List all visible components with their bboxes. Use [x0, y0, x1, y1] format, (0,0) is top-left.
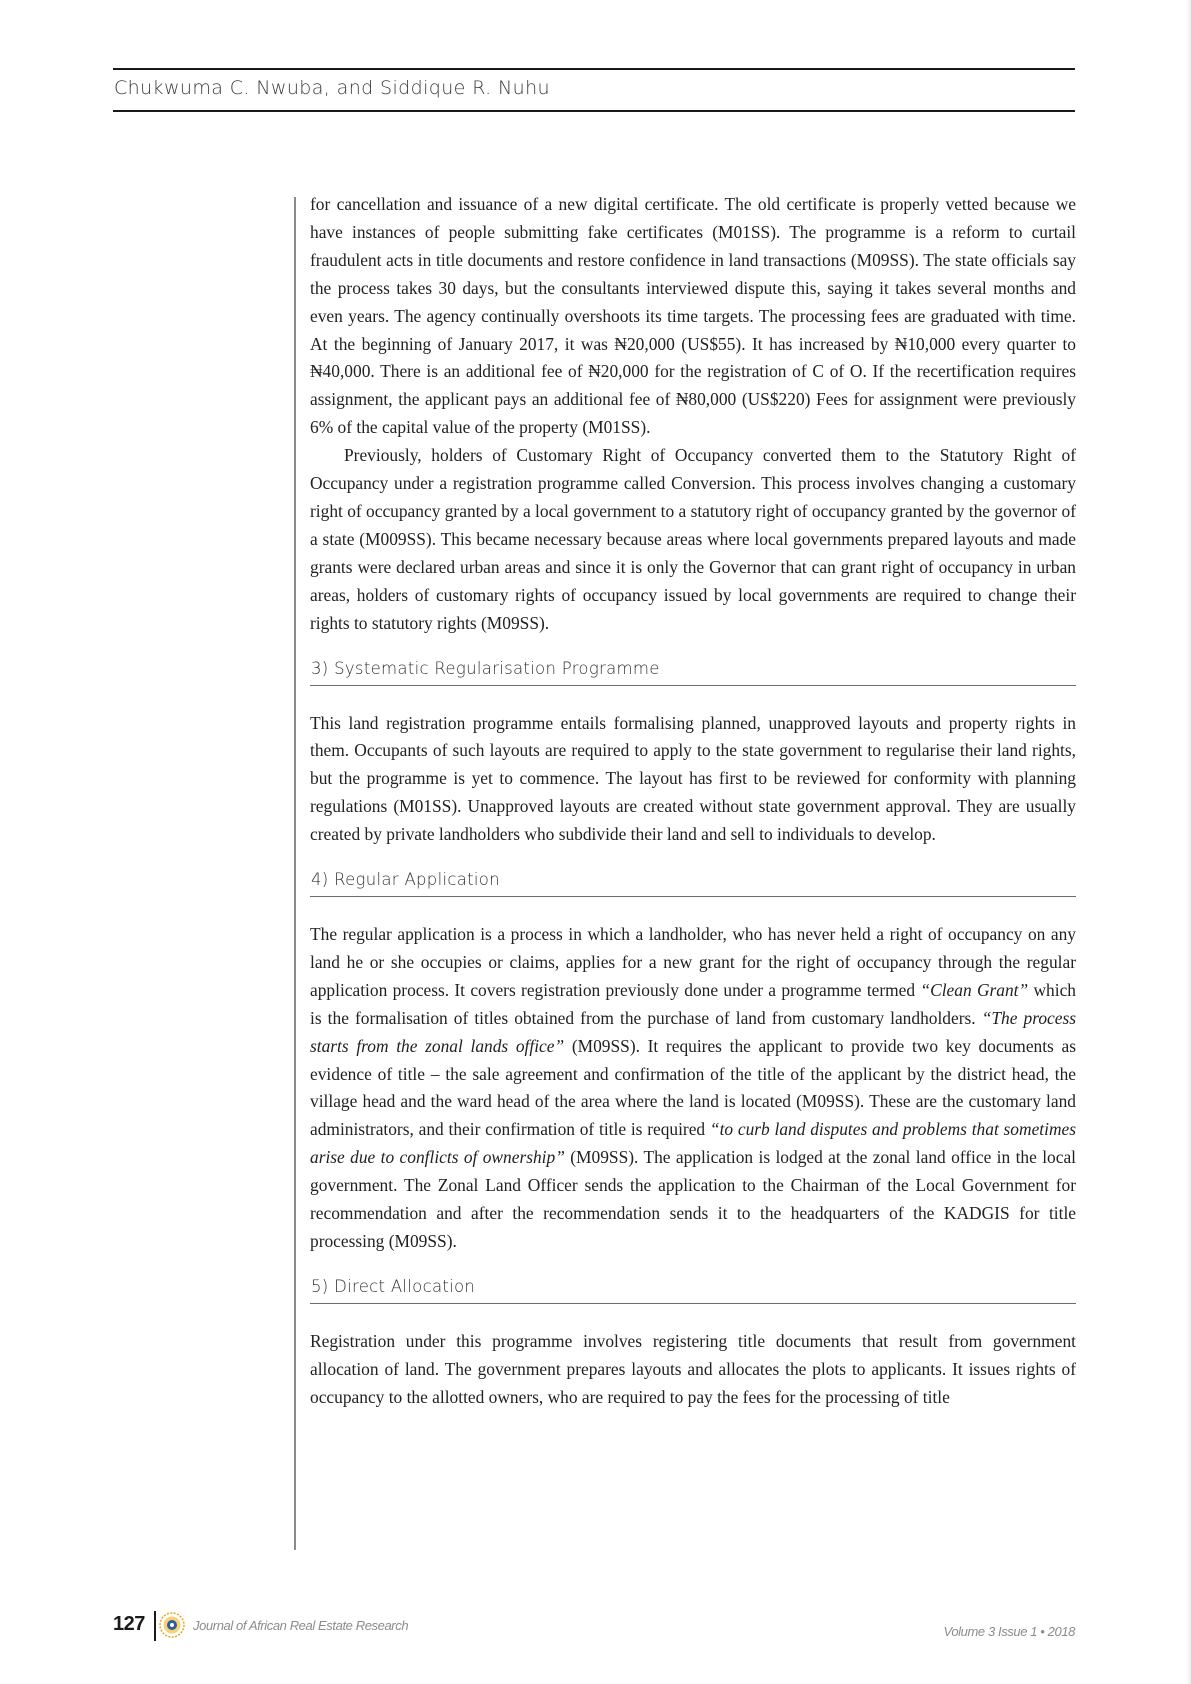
body-paragraph-1: for cancellation and issuance of a new digital certificate. The old certificate is properly vetted because we have instances of people submitting fake certificates (M01SS). The programme is a reform to curtail fraudulent acts in title documents and restore confidence in land transactions (M09SS). The state officials say the process takes 30 days, but the consultants interviewed dispute this, saying it takes several months and even years. The agency continually overshoots its time targets. The processing fees are graduated with time. At the beginning of January 2017, it was ₦20,000 (US$55). It has increased by ₦10,000 every quarter to ₦40,000. There is an additional fee of ₦20,000 for the registration of C of O. If the recertification requires assignment, the applicant pays an additional fee of ₦80,000 (US$220) Fees for assignment were previously 6% of the capital value of the property (M01SS). [310, 194, 1076, 438]
quote-clean-grant: “Clean Grant” [920, 979, 1029, 1000]
page-footer [113, 1609, 1075, 1649]
section-heading-3: 3) Systematic Regularisation Programme [310, 658, 1076, 686]
section-heading-5: 5) Direct Allocation [310, 1276, 1076, 1304]
volume-issue: Volume 3 Issue 1 • 2018 [943, 1624, 1075, 1639]
content-margin-rule [294, 197, 296, 1550]
body-paragraph-2: Previously, holders of Customary Right of Occupancy converted them to the Statutory Right of Occupancy under a registration programme called Conversion. This process involves changing a customary right of occupancy granted by a local government to a statutory right of occupancy granted by the governor of a state (M009SS). This became necessary because areas where local governments prepared layouts and made grants were declared urban areas and since it is only the Governor that can grant right of occupancy in urban areas, holders of customary rights of occupancy issued by local governments are required to change their rights to statutory rights (M09SS). [310, 445, 1076, 633]
journal-name: Journal of African Real Estate Research [193, 1618, 409, 1633]
quote-land-disputes: “to curb land disputes and problems that sometimes arise due to conflicts of ownership” [310, 1119, 1076, 1168]
header-authors: Chukwuma C. Nwuba, and Siddique R. Nuhu [114, 77, 550, 99]
quote-zonal-office: “The process starts from the zonal lands office” [310, 1007, 1076, 1056]
body-paragraph-3: This land registration programme entails formalising planned, unapproved layouts and property rights in them. Occupants of such layouts are required to apply to the state government to regularise their land rights, but the programme is yet to commence. The layout has first to be reviewed for conformity with planning regulations (M01SS). Unapproved layouts are created without state government approval. They are usually created by private landholders who subdivide their land and sell to individuals to develop. [310, 712, 1076, 845]
running-header [113, 68, 1075, 112]
page-edge-shadow [1186, 0, 1191, 1684]
section-heading-4: 4) Regular Application [310, 869, 1076, 897]
article-body [310, 191, 1076, 1412]
body-paragraph-5: Registration under this programme involves registering title documents that result from government allocation of land. The government prepares layouts and allocates the plots to applicants. It issues rights of occupancy to the allotted owners, who are required to pay the fees for the processing of title [310, 1330, 1076, 1407]
journal-seal-icon [159, 1612, 185, 1638]
body-paragraph-4: The regular application is a process in which a landholder, who has never held a right of occupancy on any land he or she occupies or claims, applies for a new grant for the right of occupancy through the regular application process. It covers registration previously done under a programme termed “Clean Grant” which is the formalisation of titles obtained from the purchase of land from customary landholders. “The process starts from the zonal lands office” (M09SS). It requires the applicant to provide two key documents as evidence of title – the sale agreement and confirmation of the title of the applicant by the district head, the village head and the ward head of the area where the land is located (M09SS). These are the customary land administrators, and their confirmation of title is required “to curb land disputes and problems that sometimes arise due to conflicts of ownership” (M09SS). The application is lodged at the zonal land office in the local government. The Zonal Land Officer sends the application to the Chairman of the Local Government for recommendation and after the recommendation sends it to the headquarters of the KADGIS for title processing (M09SS). [310, 924, 1077, 1251]
page-number: 127 [113, 1613, 145, 1635]
footer-divider [154, 1611, 156, 1641]
